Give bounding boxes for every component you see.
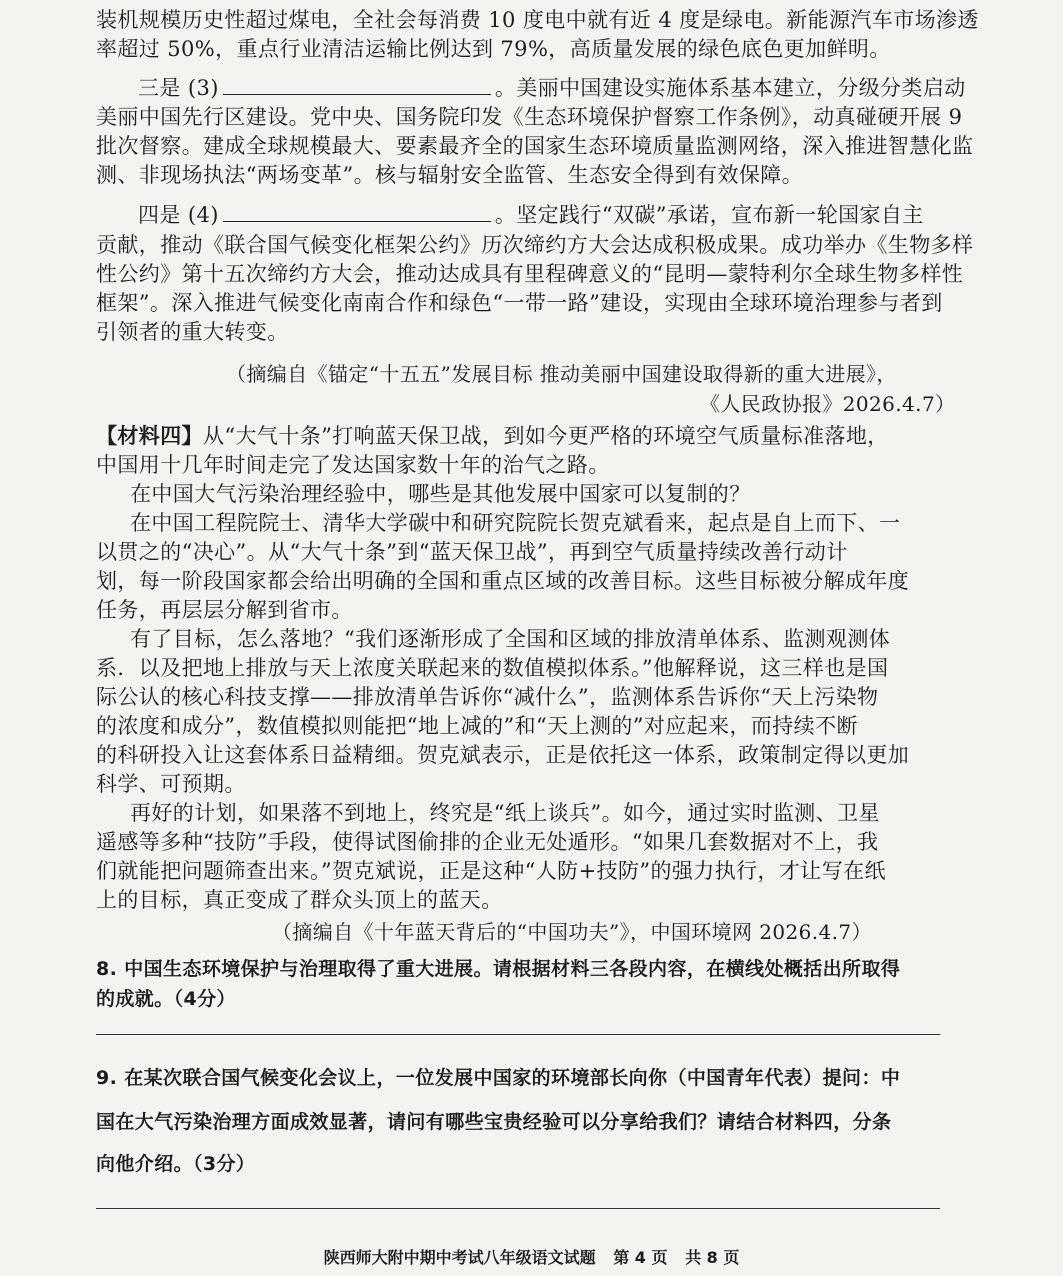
body-text: 。坚定践行“双碳”承诺，宣布新一轮国家自主 bbox=[494, 203, 924, 227]
body-line: 贡献，推动《联合国气候变化框架公约》历次缔约方大会达成积极成果。成功举办《生物多样 bbox=[96, 233, 974, 257]
source-citation: （摘编自《十年蓝天背后的“中国功夫”》，中国环境网 2026.4.7） bbox=[272, 920, 872, 944]
question-8-answer-line[interactable] bbox=[96, 1034, 940, 1035]
item-three-lead: 三是 (3) bbox=[138, 76, 219, 100]
paragraph-three bbox=[138, 74, 966, 102]
body-text: 从“大气十条”打响蓝天保卫战，到如今更严格的环境空气质量标准落地， bbox=[203, 424, 889, 448]
material-four-label: 【材料四】 bbox=[96, 424, 203, 448]
item-four-lead: 四是 (4) bbox=[138, 203, 219, 227]
body-line: 性公约》第十五次缔约方大会，推动达成具有里程碑意义的“昆明—蒙特利尔全球生物多样性 bbox=[96, 262, 964, 286]
body-line: 美丽中国先行区建设。党中央、国务院印发《生态环境保护督察工作条例》，动真碰硬开展 9 bbox=[96, 105, 963, 129]
question-9-answer-line[interactable] bbox=[96, 1208, 940, 1209]
body-line: 划，每一阶段国家都会给出明确的全国和重点区域的改善目标。这些目标被分解成年度 bbox=[96, 569, 910, 593]
body-line: 以贯之的“决心”。从“大气十条”到“蓝天保卫战”，再到空气质量持续改善行动计 bbox=[96, 540, 848, 564]
body-line: 率超过 50%，重点行业清洁运输比例达到 79%，高质量发展的绿色底色更加鲜明。 bbox=[96, 37, 891, 61]
exam-title: 陕西师大附中期中考试八年级语文试题 bbox=[323, 1248, 596, 1267]
fill-blank-4[interactable] bbox=[223, 201, 491, 222]
body-line: 有了目标，怎么落地？“我们逐渐形成了全国和区域的排放清单体系、监测观测体 bbox=[130, 627, 891, 651]
body-line: 框架”。深入推进气候变化南南合作和绿色“一带一路”建设，实现由全球环境治理参与者到 bbox=[96, 291, 943, 315]
question-8-text: 8. 中国生态环境保护与治理取得了重大进展。请根据材料三各段内容，在横线处概括出所取得 bbox=[96, 958, 901, 980]
paragraph-four bbox=[138, 201, 924, 229]
source-citation: 《人民政协报》2026.4.7） bbox=[700, 392, 956, 416]
body-line: 遥感等多种“技防”手段，使得试图偷排的企业无处遁形。“如果几套数据对不上，我 bbox=[96, 830, 879, 854]
body-text: 。美丽中国建设实施体系基本建立，分级分类启动 bbox=[494, 76, 966, 100]
body-line: 在中国工程院院士、清华大学碳中和研究院院长贺克斌看来，起点是自上而下、一 bbox=[130, 511, 901, 535]
body-line: 科学、可预期。 bbox=[96, 772, 246, 796]
page-footer bbox=[0, 1245, 1063, 1268]
material-four-first-line bbox=[96, 422, 889, 450]
body-line: 系．以及把地上排放与天上浓度关联起来的数值模拟体系。”他解释说，这三样也是国 bbox=[96, 656, 889, 680]
body-line: 批次督察。建成全球规模最大、要素最齐全的国家生态环境质量监测网络，深入推进智慧化监 bbox=[96, 134, 974, 158]
body-line: 在中国大气污染治理经验中，哪些是其他发展中国家可以复制的？ bbox=[130, 482, 751, 506]
page-number: 第 4 页 bbox=[613, 1248, 668, 1267]
body-line: 装机规模历史性超过煤电，全社会每消费 10 度电中就有近 4 度是绿电。新能源汽车市场渗透 bbox=[96, 8, 979, 32]
body-line: 的浓度和成分”，数值模拟则能把“地上减的”和“天上测的”对应起来，而持续不断 bbox=[96, 714, 858, 738]
body-line: 上的目标，真正变成了群众头顶上的蓝天。 bbox=[96, 888, 503, 912]
question-8-text: 的成就。（4分） bbox=[96, 988, 236, 1010]
source-citation: （摘编自《锚定“十五五”发展目标 推动美丽中国建设取得新的重大进展》， bbox=[226, 362, 897, 386]
body-line: 际公认的核心科技支撑——排放清单告诉你“减什么”，监测体系告诉你“天上污染物 bbox=[96, 685, 879, 709]
body-line: 测、非现场执法“两场变革”。核与辐射安全监管、生态安全得到有效保障。 bbox=[96, 163, 804, 187]
body-line: 再好的计划，如果落不到地上，终究是“纸上谈兵”。如今，通过实时监测、卫星 bbox=[130, 801, 880, 825]
question-9-text: 向他介绍。（3分） bbox=[96, 1153, 256, 1175]
body-line: 任务，再层层分解到省市。 bbox=[96, 598, 353, 622]
page-total: 共 8 页 bbox=[685, 1248, 740, 1267]
body-line: 中国用十几年时间走完了发达国家数十年的治气之路。 bbox=[96, 453, 610, 477]
body-line: 们就能把问题筛查出来。”贺克斌说，正是这种“人防+技防”的强力执行，才让写在纸 bbox=[96, 859, 886, 883]
fill-blank-3[interactable] bbox=[223, 74, 491, 95]
body-line: 引领者的重大转变。 bbox=[96, 320, 289, 344]
body-line: 的科研投入让这套体系日益精细。贺克斌表示，正是依托这一体系，政策制定得以更加 bbox=[96, 743, 910, 767]
question-9-text: 9. 在某次联合国气候变化会议上，一位发展中国家的环境部长向你（中国青年代表）提问：中 bbox=[96, 1067, 901, 1089]
question-9-text: 国在大气污染治理方面成效显著，请问有哪些宝贵经验可以分享给我们？请结合材料四，分条 bbox=[96, 1111, 892, 1133]
